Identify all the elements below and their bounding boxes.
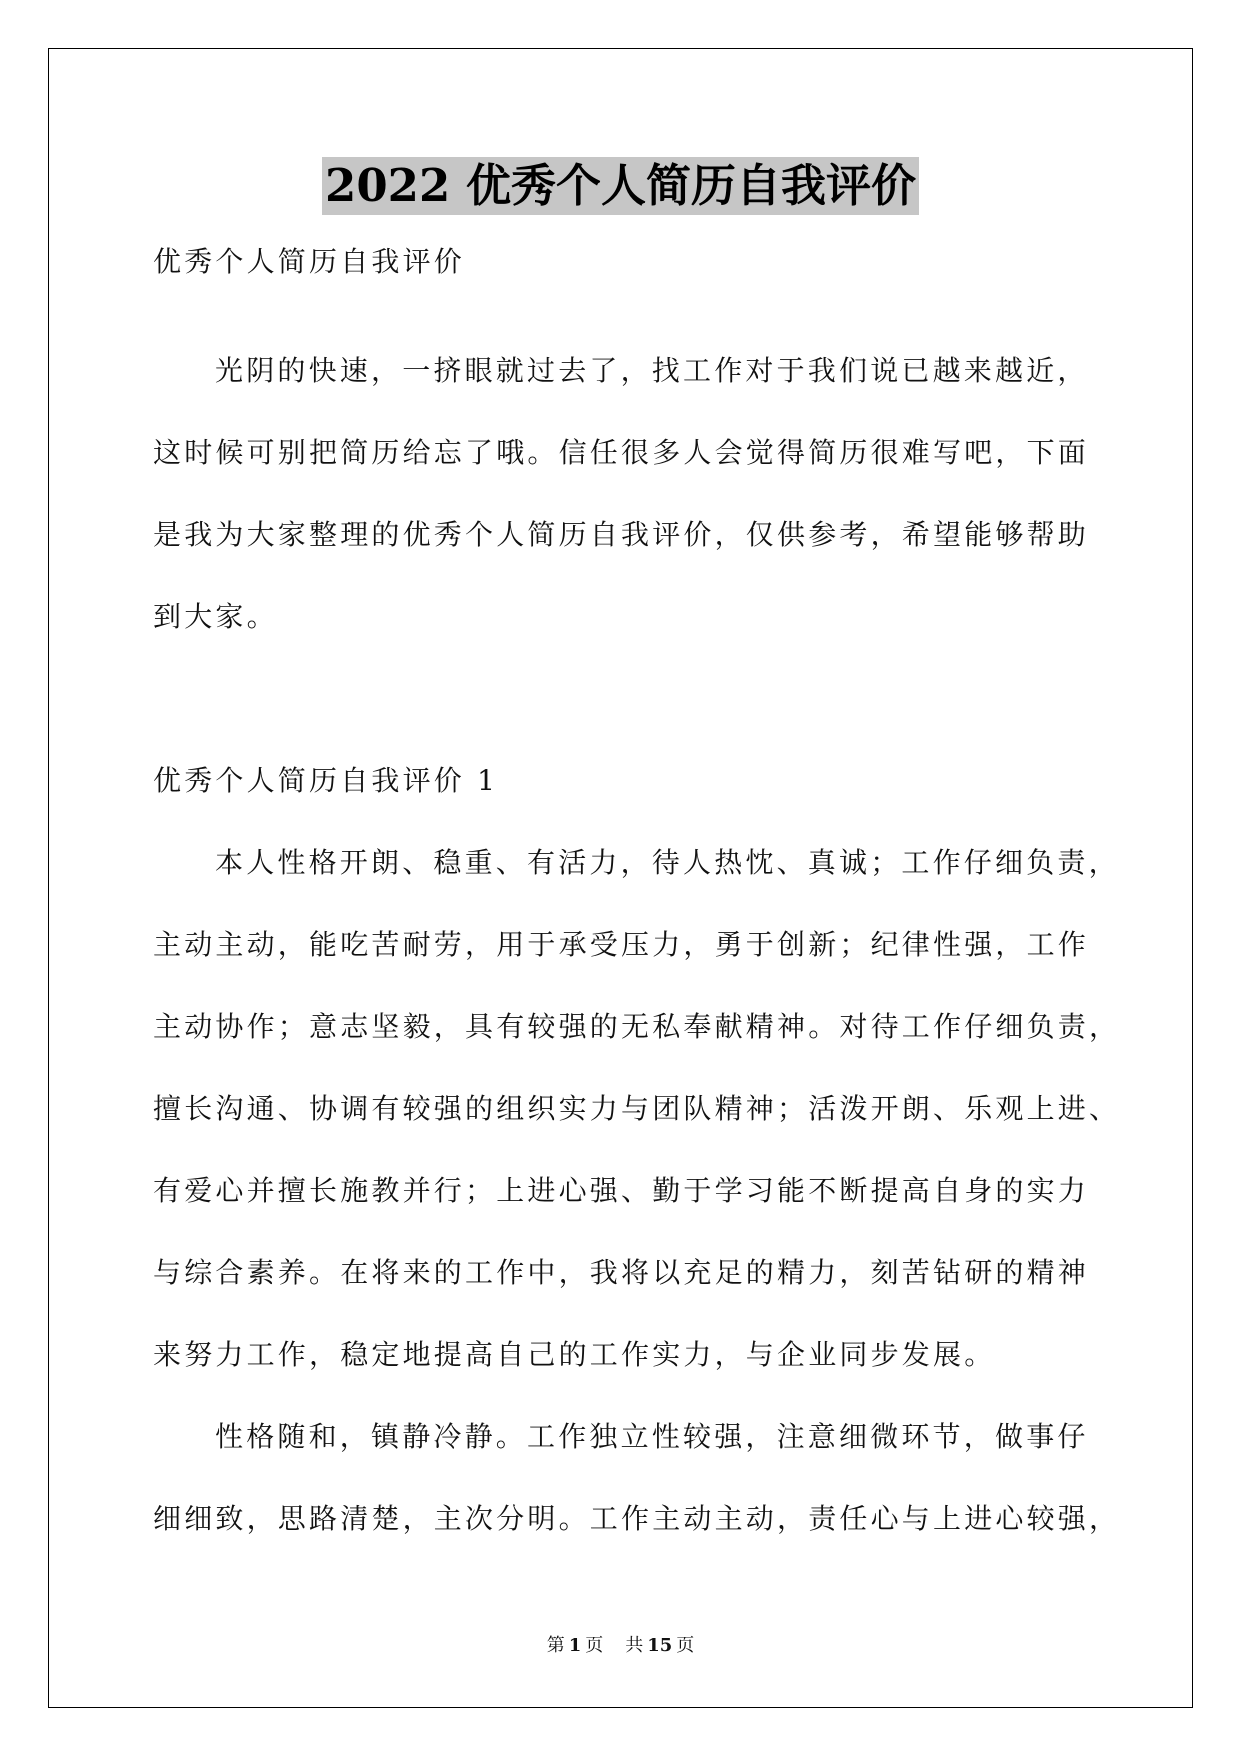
section-heading: 优秀个人简历自我评价 1 <box>153 764 499 797</box>
footer-current-page: 1 <box>568 1635 582 1656</box>
title-container <box>0 157 1241 215</box>
paragraph-line: 主动主动，能吃苦耐劳，用于承受压力，勇于创新；纪律性强，工作 <box>153 928 1090 961</box>
paragraph-line: 有爱心并擅长施教并行；上进心强、勤于学习能不断提高自身的实力 <box>153 1174 1090 1207</box>
document-subtitle: 优秀个人简历自我评价 <box>153 245 466 278</box>
footer-total-suffix: 页 <box>676 1635 695 1656</box>
footer-total-prefix: 共 <box>625 1635 644 1656</box>
footer-total-pages: 15 <box>647 1635 673 1656</box>
paragraph-line: 到大家。 <box>153 600 278 633</box>
paragraph-line: 来努力工作，稳定地提高自己的工作实力，与企业同步发展。 <box>153 1338 996 1371</box>
paragraph-line: 是我为大家整理的优秀个人简历自我评价，仅供参考，希望能够帮助 <box>153 518 1090 551</box>
page-footer <box>0 1632 1241 1660</box>
section-paragraph-2 <box>153 1396 1153 1560</box>
paragraph-line: 性格随和，镇静冷静。工作独立性较强，注意细微环节，做事仔 <box>215 1420 1089 1453</box>
paragraph-line: 这时候可别把简历给忘了哦。信任很多人会觉得简历很难写吧，下面 <box>153 436 1090 469</box>
paragraph-line: 光阴的快速，一挤眼就过去了，找工作对于我们说已越来越近， <box>215 354 1089 387</box>
paragraph-line: 与综合素养。在将来的工作中，我将以充足的精力，刻苦钻研的精神 <box>153 1256 1090 1289</box>
intro-paragraph <box>153 330 1153 658</box>
section-paragraph-1 <box>153 822 1153 1396</box>
footer-current-suffix: 页 <box>585 1635 604 1656</box>
paragraph-line: 主动协作；意志坚毅，具有较强的无私奉献精神。对待工作仔细负责， <box>153 1010 1121 1043</box>
paragraph-line: 本人性格开朗、稳重、有活力，待人热忱、真诚；工作仔细负责， <box>215 846 1120 879</box>
document-body <box>153 221 1153 1560</box>
document-title: 2022 优秀个人简历自我评价 <box>322 157 919 215</box>
paragraph-line: 擅长沟通、协调有较强的组织实力与团队精神；活泼开朗、乐观上进、 <box>153 1092 1121 1125</box>
footer-current-prefix: 第 <box>546 1635 565 1656</box>
paragraph-line: 细细致，思路清楚，主次分明。工作主动主动，责任心与上进心较强， <box>153 1502 1121 1535</box>
